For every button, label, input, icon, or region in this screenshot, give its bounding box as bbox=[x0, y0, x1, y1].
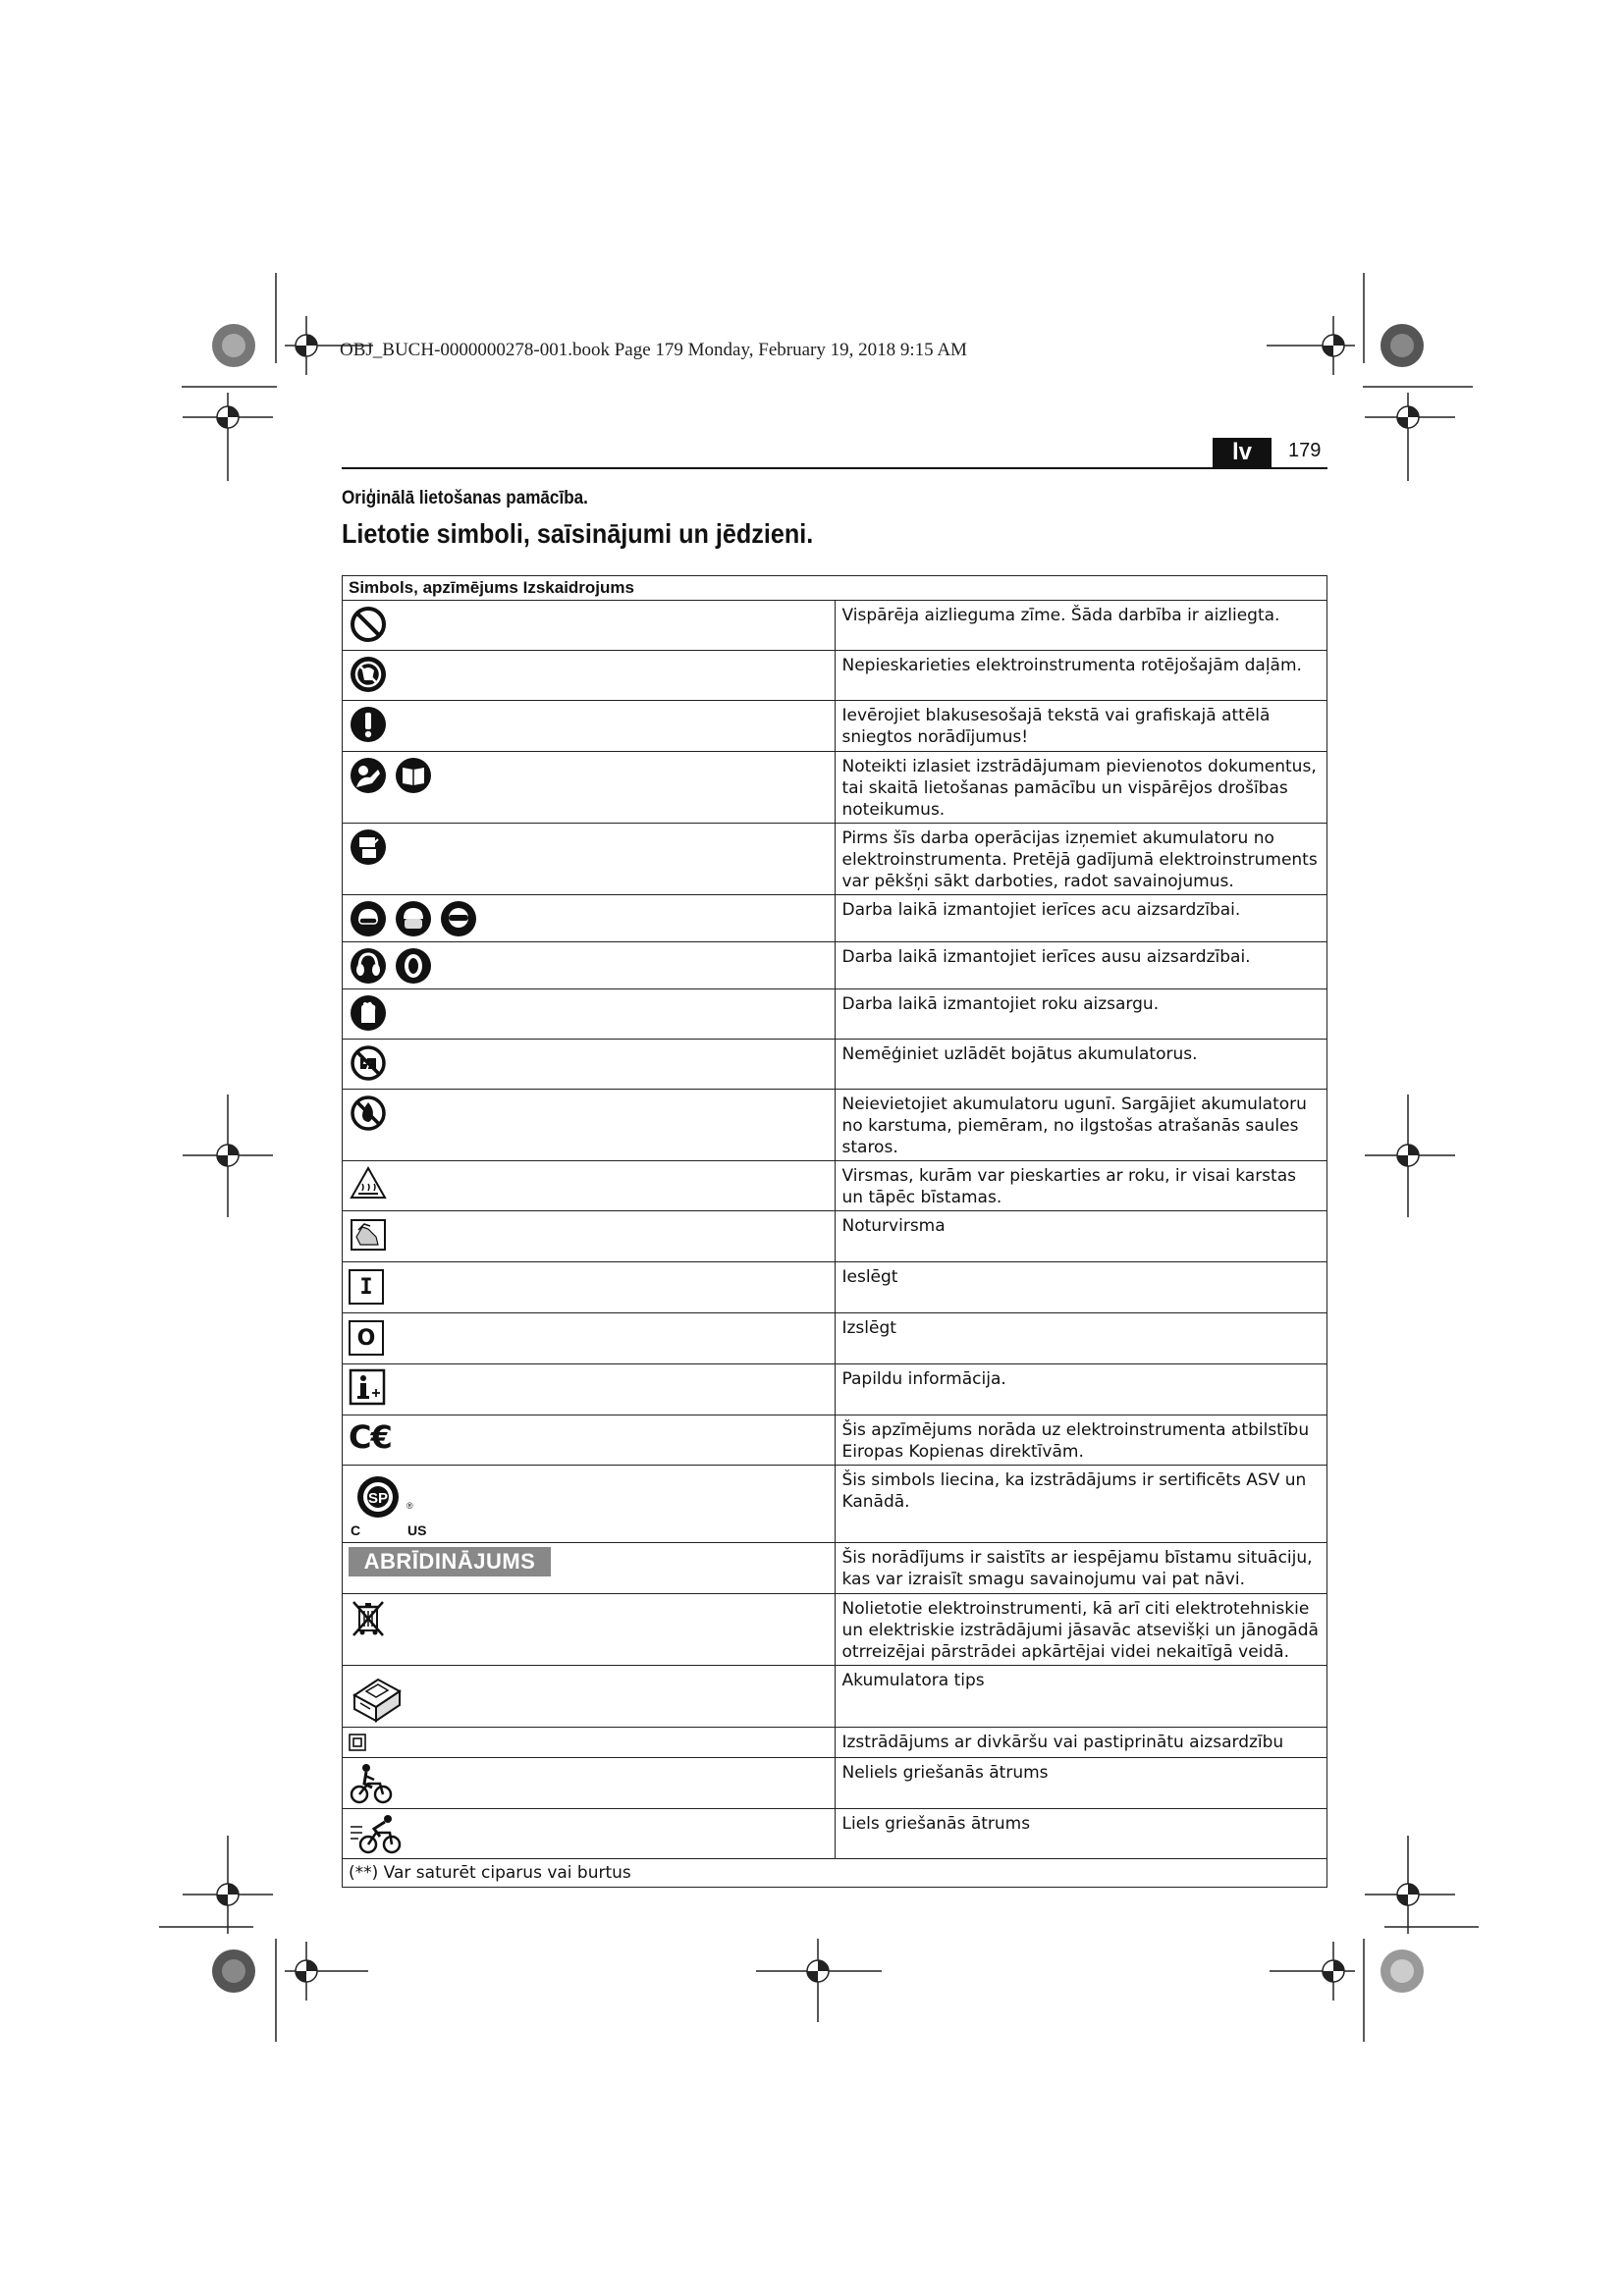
goggles-icon bbox=[439, 899, 478, 938]
low-speed-icon bbox=[349, 1762, 394, 1805]
book-info-line: OBJ_BUCH-0000000278-001.book Page 179 Monday, February 19, 2018 9:15 AM bbox=[340, 340, 967, 360]
row-text: Izslēgt bbox=[835, 1313, 1327, 1364]
row-text: Darba laikā izmantojiet ierīces ausu aizsardzībai. bbox=[835, 942, 1327, 989]
language-tab: lv bbox=[1213, 438, 1272, 467]
table-row bbox=[343, 1040, 1327, 1090]
table-header-row bbox=[343, 576, 1327, 601]
table-row bbox=[343, 1415, 1327, 1466]
csa-us-label: US bbox=[407, 1522, 427, 1538]
ce-mark-glyph: C€ bbox=[349, 1418, 392, 1456]
row-text: Nolietotie elektroinstrumenti, kā arī citi elektrotehniskie un elektriskie izstrādājumi jāsavāc atsevišķi un jānogādā otrreizējai pārstrādei apkārtējai videi nekaitīgā veidā. bbox=[835, 1594, 1327, 1666]
row-text: Ievērojiet blakusesošajā tekstā vai grafiskajā attēlā sniegtos norādījumus! bbox=[835, 701, 1327, 752]
hot-surface-icon bbox=[349, 1165, 388, 1201]
table-row bbox=[343, 1313, 1327, 1364]
row-text: Šis simbols liecina, ka izstrādājums ir sertificēts ASV un Kanādā. bbox=[835, 1466, 1327, 1543]
table-row bbox=[343, 1809, 1327, 1859]
symbols-table bbox=[342, 575, 1327, 1888]
hand-protection-icon bbox=[349, 993, 388, 1033]
table-footer-row bbox=[343, 1859, 1327, 1888]
high-speed-icon bbox=[349, 1813, 404, 1856]
row-text: Papildu informācija. bbox=[835, 1364, 1327, 1415]
table-row bbox=[343, 1758, 1327, 1809]
weee-bin-icon bbox=[349, 1598, 388, 1639]
row-text: Noteikti izlasiet izstrādājumam pievienotos dokumentus, tai skaitā lietošanas pamācību un vispārējos drošības noteikumus. bbox=[835, 752, 1327, 824]
read-manual-icon bbox=[394, 756, 433, 795]
table-row bbox=[343, 1262, 1327, 1313]
info-plus-icon bbox=[349, 1368, 386, 1406]
table-row bbox=[343, 601, 1327, 651]
exclamation-icon bbox=[349, 705, 388, 744]
row-text: Noturvirsma bbox=[835, 1211, 1327, 1262]
battery-type-icon bbox=[349, 1670, 404, 1725]
table-row bbox=[343, 942, 1327, 989]
face-shield-icon bbox=[394, 899, 433, 938]
row-text: Darba laikā izmantojiet roku aizsargu. bbox=[835, 989, 1327, 1040]
row-text: Nepieskarieties elektroinstrumenta rotējošajām daļām. bbox=[835, 651, 1327, 701]
document-subtitle: Oriģinālā lietošanas pamācība. bbox=[342, 488, 588, 508]
power-off-glyph: O bbox=[356, 1325, 376, 1351]
row-text: Šis apzīmējums norāda uz elektroinstrumenta atbilstību Eiropas Kopienas direktīvām. bbox=[835, 1415, 1327, 1466]
table-row bbox=[343, 1364, 1327, 1415]
table-row bbox=[343, 1211, 1327, 1262]
header-rule bbox=[342, 467, 1327, 469]
table-row bbox=[343, 1466, 1327, 1543]
csa-sp-text: SP bbox=[367, 1490, 389, 1507]
row-text: Virsmas, kurām var pieskarties ar roku, ir visai karstas un tāpēc bīstamas. bbox=[835, 1161, 1327, 1211]
no-charging-damaged-battery-icon bbox=[349, 1043, 388, 1083]
csa-mark-icon bbox=[352, 1471, 415, 1530]
power-on-glyph: I bbox=[359, 1274, 373, 1300]
remove-battery-icon bbox=[349, 828, 388, 867]
ce-mark-icon bbox=[349, 1419, 392, 1455]
row-text: Izstrādājums ar divkāršu vai pastiprinātu aizsardzību bbox=[835, 1728, 1327, 1758]
table-row bbox=[343, 651, 1327, 701]
warning-badge: ABRĪDINĀJUMS bbox=[349, 1547, 551, 1576]
table-row bbox=[343, 895, 1327, 942]
grip-surface-icon bbox=[349, 1215, 388, 1255]
table-row bbox=[343, 1594, 1327, 1666]
row-text: Liels griešanās ātrums bbox=[835, 1809, 1327, 1859]
no-fire-battery-icon bbox=[349, 1094, 388, 1133]
row-text: Darba laikā izmantojiet ierīces acu aizsardzībai. bbox=[835, 895, 1327, 942]
document-title: Lietotie simboli, saīsinājumi un jēdzieni. bbox=[342, 518, 814, 549]
table-footer: (**) Var saturēt ciparus vai burtus bbox=[349, 1863, 631, 1883]
row-text: Neievietojiet akumulatoru ugunī. Sargājiet akumulatoru no karstuma, piemēram, no ilgstošas atrašanās saules staros. bbox=[835, 1090, 1327, 1161]
table-header: Simbols, apzīmējums Izskaidrojums bbox=[349, 578, 634, 597]
ear-protection-icon bbox=[349, 946, 388, 986]
double-insulation-icon bbox=[349, 1734, 366, 1751]
do-not-touch-rotating-parts-icon bbox=[349, 655, 388, 694]
row-text: Vispārēja aizlieguma zīme. Šāda darbība ir aizliegta. bbox=[835, 601, 1327, 651]
table-row bbox=[343, 1666, 1327, 1728]
table-row bbox=[343, 1728, 1327, 1758]
table-row bbox=[343, 989, 1327, 1040]
table-row bbox=[343, 701, 1327, 752]
safety-person-icon bbox=[349, 756, 388, 795]
row-text: Neliels griešanās ātrums bbox=[835, 1758, 1327, 1809]
eye-protection-icon bbox=[349, 899, 388, 938]
table-row bbox=[343, 1543, 1327, 1594]
row-text: Nemēģiniet uzlādēt bojātus akumulatorus. bbox=[835, 1040, 1327, 1090]
power-on-icon bbox=[349, 1269, 384, 1305]
csa-c-label: C bbox=[351, 1522, 361, 1538]
row-text: Šis norādījums ir saistīts ar iespējamu bīstamu situāciju, kas var izraisīt smagu savainojumu vai pat nāvi. bbox=[835, 1543, 1327, 1594]
row-text: Akumulatora tips bbox=[835, 1666, 1327, 1728]
row-text: Ieslēgt bbox=[835, 1262, 1327, 1313]
svg-text:®: ® bbox=[406, 1501, 413, 1511]
table-row bbox=[343, 824, 1327, 895]
page-number: 179 bbox=[1288, 440, 1322, 461]
table-row bbox=[343, 1090, 1327, 1161]
ear-muffs-icon bbox=[394, 946, 433, 986]
row-text: Pirms šīs darba operācijas izņemiet akumulatoru no elektroinstrumenta. Pretējā gadījumā elektroinstruments var pēkšņi sākt darboties, radot savainojumus. bbox=[835, 824, 1327, 895]
prohibition-icon bbox=[349, 605, 388, 644]
power-off-icon bbox=[349, 1320, 384, 1356]
table-row bbox=[343, 752, 1327, 824]
table-row bbox=[343, 1161, 1327, 1211]
